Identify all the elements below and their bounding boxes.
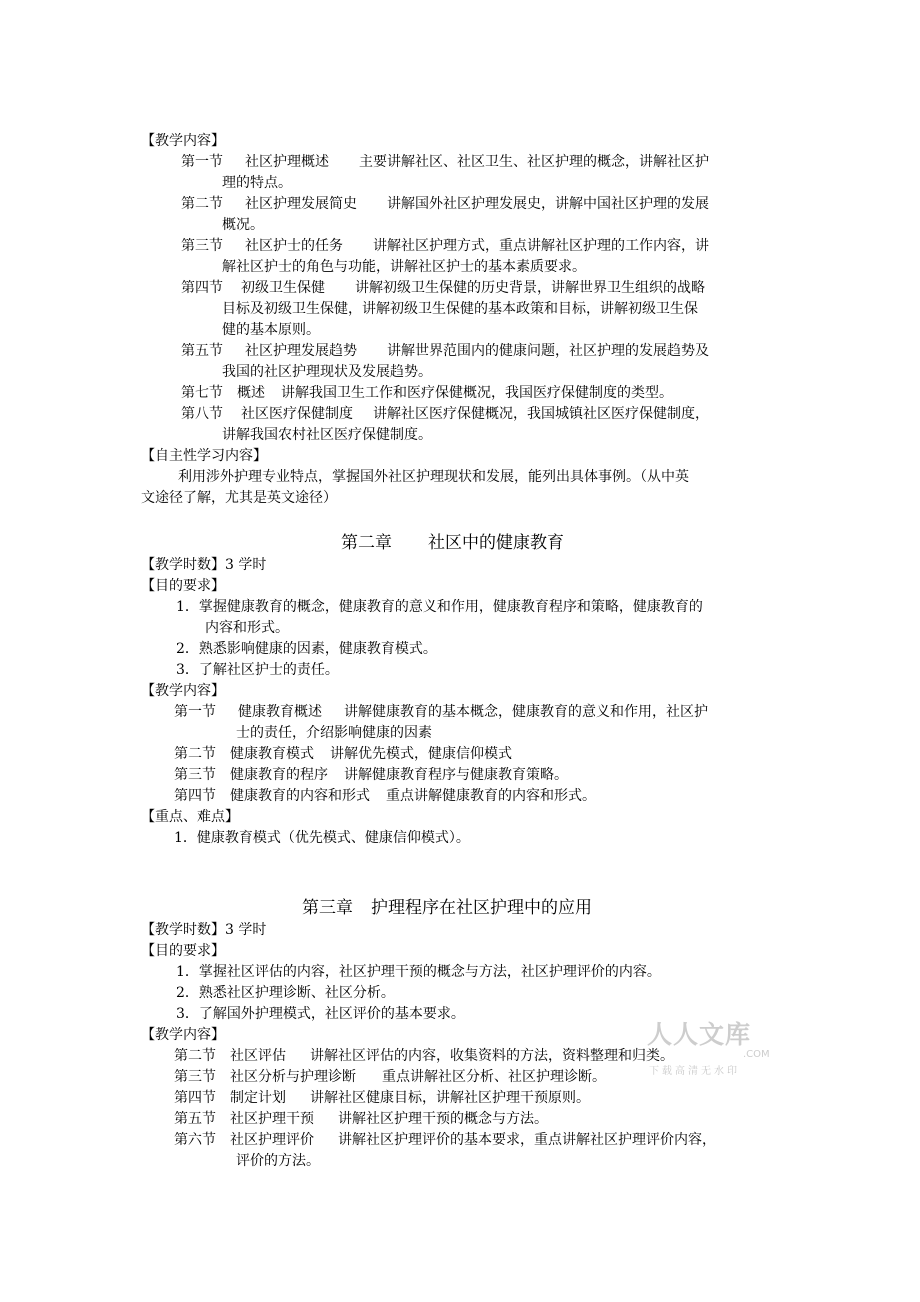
section-description-cont: 评价的方法。 [236,1153,320,1169]
chapter-title [341,532,564,554]
watermark-subtitle: 下载高清无水印 [649,1066,740,1077]
section-description-cont: 我国的社区护理现状及发展趋势。 [222,364,432,380]
item-text: 掌握健康教育的概念，健康教育的意义和作用，健康教育程序和策略，健康教育的 [198,599,703,615]
section-title: 社区护理概述 [245,154,329,170]
section-title: 初级卫生保健 [241,280,325,296]
section-title: 健康教育的程序 [230,767,328,783]
hours-line [141,556,266,574]
section-label: 第一节 [174,704,216,720]
section-description: 讲解社区评估的内容，收集资料的方法，资料整理和归类。 [310,1048,674,1064]
section-label: 第五节 [174,1111,216,1127]
section-heading-teaching-content: 【教学内容】 [141,683,225,699]
section-label: 第七节 [181,385,223,401]
section-title: 健康教育的内容和形式 [230,788,370,804]
section-label: 第四节 [174,1090,216,1106]
section-label: 第二节 [181,196,223,212]
section-label: 第一节 [181,154,223,170]
chapter-number: 第二章 [341,533,392,553]
section-label: 第三节 [174,1069,216,1085]
section-title: 社区护士的任务 [245,238,343,254]
section-title: 社区分析与护理诊断 [230,1069,356,1085]
section-description: 重点讲解健康教育的内容和形式。 [386,788,596,804]
section-heading-goals: 【目的要求】 [141,943,225,959]
section-description-cont: 概况。 [222,217,264,233]
section-description: 讲解社区护理方式，重点讲解社区护理的工作内容，讲 [373,238,709,254]
item-text: 了解社区护士的责任。 [198,662,339,678]
section-title: 社区评估 [230,1048,286,1064]
section-label: 第三节 [174,767,216,783]
hours-line [141,921,266,939]
chapter-number: 第三章 [302,898,353,918]
section-title: 社区护理发展趋势 [245,343,357,359]
section-description: 讲解世界范围内的健康问题，社区护理的发展趋势及 [387,343,709,359]
section-description: 讲解社区护理干预的概念与方法。 [338,1111,548,1127]
section-label: 第五节 [181,343,223,359]
paragraph-line: 利用涉外护理专业特点，掌握国外社区护理现状和发展，能列出具体事例。（从中英 [178,469,689,485]
item-text: 了解国外护理模式，社区评价的基本要求。 [198,1006,465,1022]
item-text: 熟悉社区护理诊断、社区分析。 [198,985,395,1001]
section-description: 重点讲解社区分析、社区护理诊断。 [382,1069,606,1085]
chapter-title [302,897,592,919]
section-title: 健康教育模式 [230,746,314,762]
item-number: 1． [176,599,199,615]
section-title: 社区护理发展简史 [245,196,357,212]
section-heading-hours: 【教学时数】 [141,557,225,573]
section-description: 讲解我国卫生工作和医疗保健概况，我国医疗保健制度的类型。 [281,385,673,401]
section-description: 主要讲解社区、社区卫生、社区护理的概念，讲解社区护 [359,154,709,170]
section-description-cont: 健的基本原则。 [222,322,320,338]
section-title: 概述 [237,385,265,401]
section-description-cont: 理的特点。 [222,175,292,191]
item-text-cont: 内容和形式。 [205,620,289,636]
item-number: 3． [176,662,199,678]
section-heading-key-points: 【重点、难点】 [141,809,239,825]
section-label: 第六节 [174,1132,216,1148]
item-text: 健康教育模式（优先模式、健康信仰模式）。 [196,830,470,846]
section-description: 讲解健康教育程序与健康教育策略。 [344,767,568,783]
section-description: 讲解优先模式，健康信仰模式 [330,746,512,762]
section-heading-teaching-content: 【教学内容】 [141,1027,225,1043]
chapter-name: 护理程序在社区护理中的应用 [371,898,592,918]
section-description-cont: 解社区护士的角色与功能，讲解社区护士的基本素质要求。 [222,259,586,275]
item-text: 熟悉影响健康的因素，健康教育模式。 [198,641,437,657]
section-label: 第三节 [181,238,223,254]
section-label: 第八节 [181,406,223,422]
section-label: 第二节 [174,1048,216,1064]
section-title: 健康教育概述 [238,704,322,720]
hours-value: 3 学时 [225,922,267,938]
section-description: 讲解初级卫生保健的历史背景，讲解世界卫生组织的战略 [355,280,705,296]
chapter-name: 社区中的健康教育 [428,533,564,553]
paragraph-line: 文途径了解，尤其是英文途径） [141,490,337,506]
section-description: 讲解社区护理评价的基本要求，重点讲解社区护理评价内容， [338,1132,716,1148]
section-title: 社区护理干预 [230,1111,314,1127]
section-description: 讲解社区健康目标，讲解社区护理干预原则。 [310,1090,590,1106]
section-description-cont: 目标及初级卫生保健，讲解初级卫生保健的基本政策和目标，讲解初级卫生保 [222,301,698,317]
section-label: 第四节 [174,788,216,804]
hours-value: 3 学时 [225,557,267,573]
section-description-cont: 士的责任，介绍影响健康的因素 [236,725,432,741]
section-description: 讲解健康教育的基本概念，健康教育的意义和作用，社区护 [344,704,708,720]
section-heading-goals: 【目的要求】 [141,578,225,594]
section-heading-hours: 【教学时数】 [141,922,225,938]
item-number: 2． [176,641,199,657]
section-heading-self-study: 【自主性学习内容】 [141,448,267,464]
section-title: 制定计划 [230,1090,286,1106]
item-number: 2． [176,985,199,1001]
watermark-logo [647,1015,787,1077]
item-number: 3． [176,1006,199,1022]
section-description-cont: 讲解我国农村社区医疗保健制度。 [222,427,432,443]
section-heading-teaching-content: 【教学内容】 [141,133,225,149]
item-number: 1． [176,964,199,980]
watermark-domain-text: .COM [743,1049,770,1060]
item-text: 掌握社区评估的内容，社区护理干预的概念与方法，社区护理评价的内容。 [198,964,661,980]
section-description: 讲解国外社区护理发展史，讲解中国社区护理的发展 [387,196,709,212]
watermark-main-text: 人人文库 [647,1020,752,1049]
section-title: 社区护理评价 [230,1132,314,1148]
section-label: 第二节 [174,746,216,762]
section-description: 讲解社区医疗保健概况，我国城镇社区医疗保健制度， [373,406,709,422]
section-title: 社区医疗保健制度 [241,406,353,422]
item-number: 1． [174,830,197,846]
section-label: 第四节 [181,280,223,296]
